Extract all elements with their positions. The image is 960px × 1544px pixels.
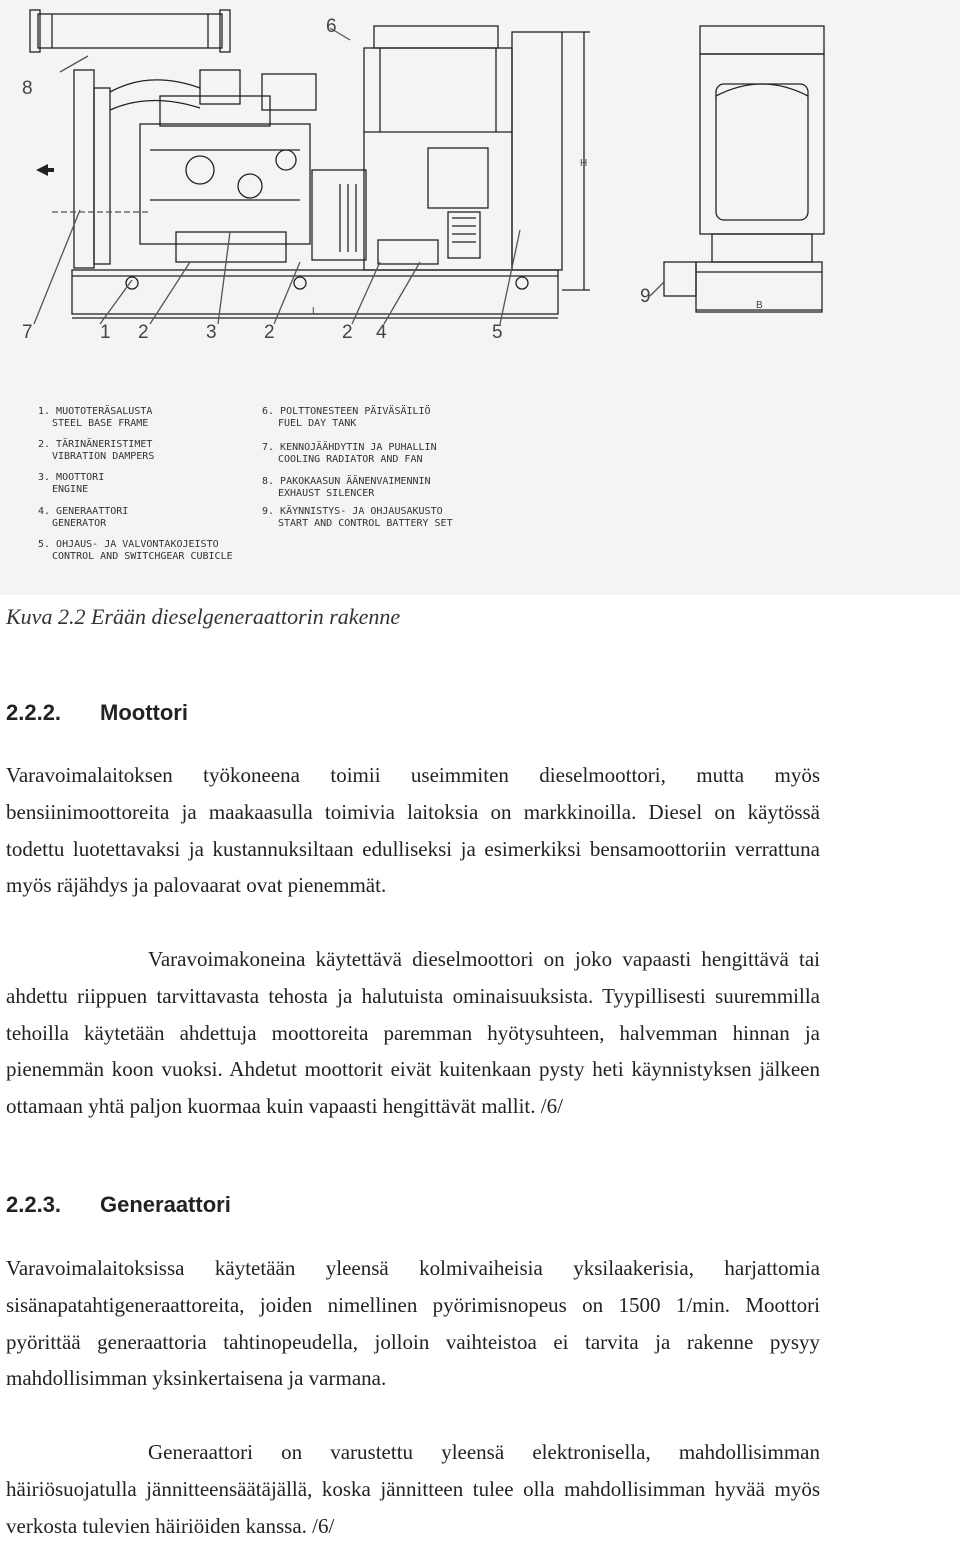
section-number: 2.2.3.	[6, 1192, 62, 1217]
legend-item-1-en: STEEL BASE FRAME	[52, 418, 149, 429]
legend-item-2-en: VIBRATION DAMPERS	[52, 451, 155, 462]
legend-item-5-fi: 5. OHJAUS- JA VALVONTAKOJEISTO	[38, 539, 219, 550]
paragraph: Generaattori on varustettu yleensä elektronisella, mahdollisimman häiriösuojatulla jännitteensäätäjällä, koska jännitteen tulee olla mahdollisimman hyvää myös verkosta tulevien häiriöiden kanssa. /6/	[6, 1440, 820, 1538]
paragraph: Varavoimalaitoksissa käytetään yleensä kolmivaiheisia yksilaakerisia, harjattomia sisänapatahtigeneraattoreita, joiden nimellinen pyörimisnopeus on 1500 1/min. Moottori pyörittää generaattoria tahtinopeudella, jolloin vaihteistoa ei tarvita ja rakenne pysyy mahdollisimman yksinkertaisena ja varmana.	[6, 1256, 820, 1391]
engine	[140, 124, 310, 244]
callout-2c: 2	[342, 322, 353, 343]
section-heading-moottori	[6, 700, 188, 726]
fuel-day-tank	[374, 26, 498, 48]
callout-3: 3	[206, 322, 217, 343]
legend-item-6-en: FUEL DAY TANK	[278, 418, 357, 429]
side-view-tank	[700, 26, 824, 54]
legend-item-7-fi: 7. KENNOJÄÄHDYTIN JA PUHALLIN	[262, 442, 437, 453]
callout-4: 4	[376, 322, 387, 343]
callout-2a: 2	[138, 322, 149, 343]
legend-item-4-en: GENERATOR	[52, 518, 107, 529]
paragraph: Varavoimalaitoksen työkoneena toimii useimmiten dieselmoottori, mutta myös bensiinimoottoreita ja maakaasulla toimivia laitoksia on markkinoilla. Diesel on käytössä todettu luotettavaksi ja kustannuksiltaan edulliseksi ja esimerkiksi bensamoottoriin verrattuna myös räjähdys ja palovaarat ovat pienemmät.	[6, 763, 820, 898]
legend-item-8-fi: 8. PAKOKAASUN ÄÄNENVAIMENNIN	[262, 476, 431, 487]
drawing-legend	[38, 404, 453, 562]
legend-item-3-en: ENGINE	[52, 484, 89, 495]
legend-item-2-fi: 2. TÄRINÄNERISTIMET	[38, 439, 153, 450]
callout-7: 7	[22, 322, 33, 343]
generator-drawing-figure	[0, 0, 960, 595]
dimension-l: L	[312, 306, 318, 317]
paragraph: Varavoimakoneina käytettävä dieselmoottori on joko vapaasti hengittävä tai ahdettu riippuen tarvittavasta tehosta ja halutuista ominaisuuksista. Tyypillisesti suuremmilla tehoilla käytetään ahdettuja moottoreita paremman hyötysuhteen, halvemman hinnan ja pienemmän koon vuoksi. Ahdetut moottorit eivät kuitenkaan pysty heti käynnistyksen jälkeen ottamaan yhtä paljon kuormaa kuin vapaasti hengittävät mallit. /6/	[6, 947, 820, 1119]
section-heading-generaattori	[6, 1192, 231, 1218]
dimension-h: H	[580, 158, 588, 169]
callout-1: 1	[100, 322, 111, 343]
legend-item-4-fi: 4. GENERAATTORI	[38, 506, 129, 517]
side-view-cubicle	[700, 54, 824, 234]
callout-2b: 2	[264, 322, 275, 343]
legend-item-7-en: COOLING RADIATOR AND FAN	[278, 454, 423, 465]
battery-set	[664, 262, 696, 296]
section-title: Moottori	[100, 700, 188, 725]
callout-8: 8	[22, 78, 33, 99]
legend-item-5-en: CONTROL AND SWITCHGEAR CUBICLE	[52, 551, 233, 562]
legend-item-3-fi: 3. MOOTTORI	[38, 472, 105, 483]
callout-5: 5	[492, 322, 503, 343]
cooling-radiator	[74, 70, 94, 268]
legend-item-9-en: START AND CONTROL BATTERY SET	[278, 518, 453, 529]
callout-6: 6	[326, 16, 337, 37]
exhaust-silencer	[38, 14, 222, 48]
generator-technical-drawing	[0, 0, 960, 595]
legend-item-6-fi: 6. POLTTONESTEEN PÄIVÄSÄILIÖ	[262, 406, 431, 417]
generator	[312, 170, 366, 260]
figure-caption: Kuva 2.2 Erään dieselgeneraattorin rakenne	[6, 604, 401, 629]
legend-item-9-fi: 9. KÄYNNISTYS- JA OHJAUSAKUSTO	[262, 506, 443, 517]
section-title: Generaattori	[100, 1192, 231, 1217]
section-number: 2.2.2.	[6, 700, 62, 725]
control-switchgear-cubicle	[364, 48, 512, 270]
legend-item-8-en: EXHAUST SILENCER	[278, 488, 375, 499]
legend-item-1-fi: 1. MUOTOTERÄSALUSTA	[38, 406, 153, 417]
callout-9: 9	[640, 286, 651, 307]
dimension-b: B	[756, 300, 763, 311]
